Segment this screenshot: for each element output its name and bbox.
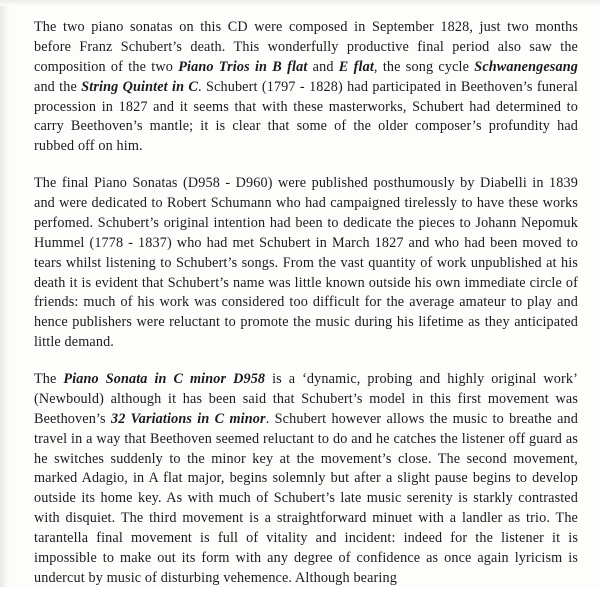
paragraph-2 [34, 174, 578, 353]
emphasised-title: String Quintet in C [81, 78, 199, 95]
body-text: . Schubert (1797 - 1828) had participated in Beethoven’s funeral procession in 1827 and it seems that with these masterworks, Schubert had determined to carry Beethoven’s mantle; it is clear that some of the older composer’s profundity had rubbed off on him. [34, 78, 578, 155]
body-text: The two piano sonatas on this CD were composed in September 1828, just two months before Franz Schubert’s death. This wonderfully productive final period also saw the composition of the two [34, 19, 578, 75]
paragraph-1 [34, 18, 578, 157]
body-text: . Schubert however allows the music to breathe and travel in a way that Beethoven seemed reluctant to do and he catches the listener off guard as he switches suddenly to the minor key at the movement’s close. The second movement, marked Adagio, in A flat major, begins solemnly but after a slight pause begins to develop outside its home key. As with much of Schubert’s late music serenity is starkly contrasted with disquiet. The third movement is a straightforward minuet with a landler as trio. The tarantella final movement is full of vitality and incident: indeed for the listener it is impossible to make out its form with any degree of confidence as once again lyricism is undercut by music of disturbing vehemence. Although bearing [34, 410, 578, 586]
body-text: The [34, 371, 64, 387]
body-text: and the [34, 78, 82, 95]
paragraph-3 [34, 370, 578, 589]
emphasised-title: Schwanengesang [474, 58, 578, 75]
body-text: The final Piano Sonatas (D958 - D960) were published posthumously by Diabelli in 1839 and were dedicated to Robert Schumann who had campaigned tirelessly to have these works perfomed. Schubert’s original intention had been to dedicate the pieces to Johann Nepomuk Hummel (1778 - 1837) who had met Schubert in March 1827 and who had been moved to tears whilst listening to Schubert’s songs. From the vast quantity of work unpublished at his death it is evident that Schubert’s name was little known outside his own immediate circle of friends: much of his work was considered too difficult for the average amateur to play and hence publishers were reluctant to promote the music during his lifetime as they anticipated little demand. [34, 175, 578, 351]
emphasised-title: 32 Variations in C minor [110, 410, 266, 427]
body-text: and [307, 58, 339, 75]
emphasised-title: Piano Trios in B flat [178, 58, 308, 75]
page-left-edge-shading [0, 0, 9, 587]
body-text: , the song cycle [373, 58, 475, 75]
emphasised-title: Piano Sonata in C minor D958 [63, 371, 266, 387]
body-text: is a ‘dynamic, probing and highly original work’ (Newbould) although it has been said that Schubert’s model in this first movement was Beethoven’s [34, 371, 578, 427]
page-top-edge-shading [0, 0, 600, 6]
emphasised-title: E flat [338, 58, 374, 75]
